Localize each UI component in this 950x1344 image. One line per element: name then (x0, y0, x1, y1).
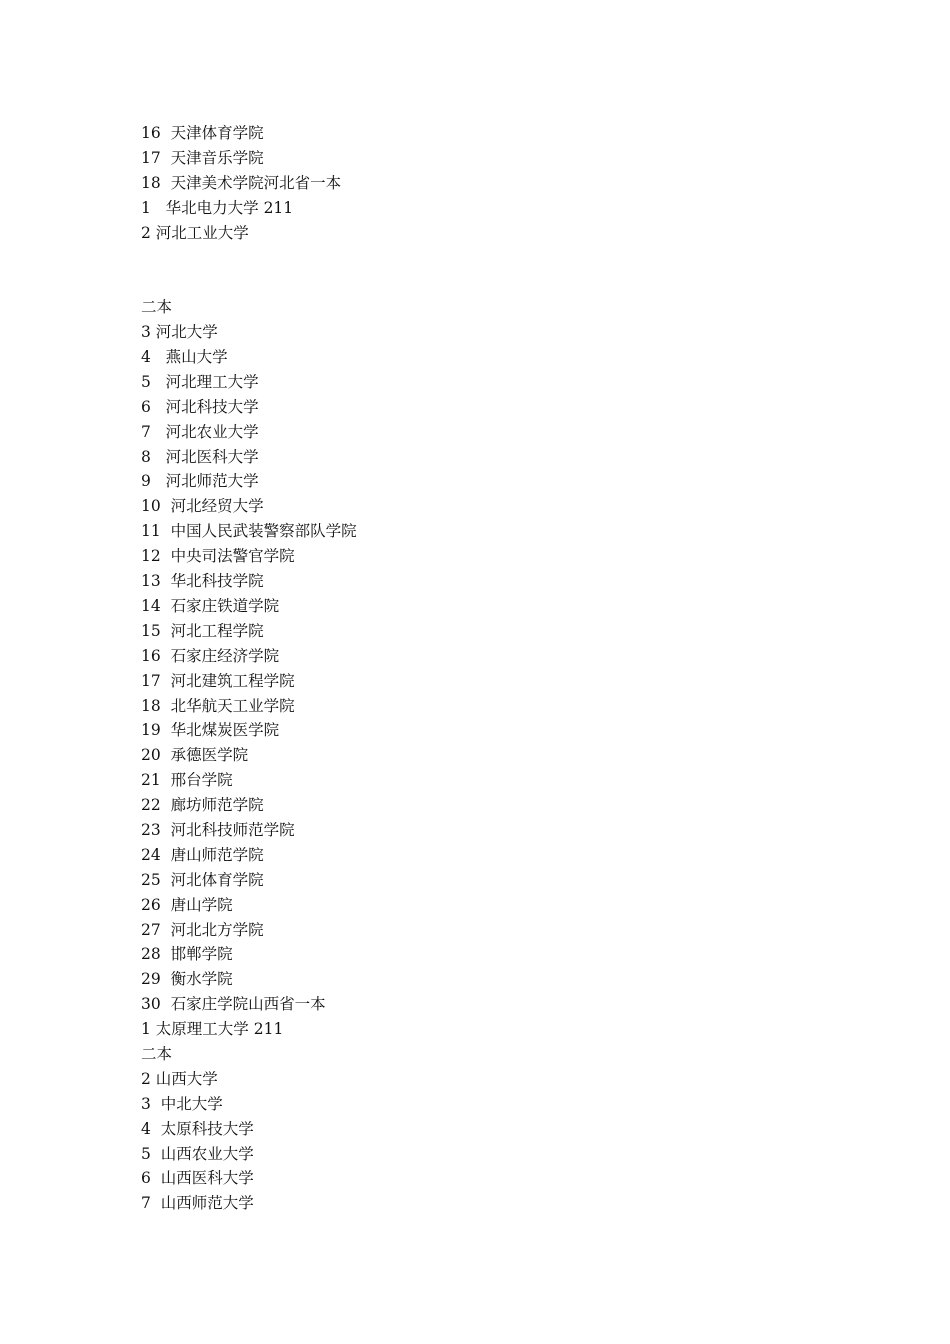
list-line: 16 石家庄经济学院 (141, 646, 280, 665)
list-line: 15 河北工程学院 (141, 621, 264, 640)
list-line: 24 唐山师范学院 (141, 845, 264, 864)
blank-line (141, 245, 357, 295)
list-line: 12 中央司法警官学院 (141, 547, 295, 566)
list-line: 13 华北科技学院 (141, 572, 264, 591)
list-line: 18 北华航天工业学院 (141, 696, 295, 715)
list-line: 17 河北建筑工程学院 (141, 671, 295, 690)
list-line: 二本 (141, 1044, 173, 1063)
list-line: 6 河北科技大学 (141, 397, 259, 416)
list-line: 22 廊坊师范学院 (141, 796, 264, 815)
list-line: 1 太原理工大学 211 (141, 1020, 284, 1039)
list-line: 26 唐山学院 (141, 895, 233, 914)
list-line: 25 河北体育学院 (141, 870, 264, 889)
list-line: 20 承德医学院 (141, 746, 249, 765)
list-line: 17 天津音乐学院 (141, 148, 264, 167)
list-line: 18 天津美术学院河北省一本 (141, 173, 342, 192)
list-line: 7 山西师范大学 (141, 1194, 254, 1213)
list-line: 29 衡水学院 (141, 970, 233, 989)
list-line: 2 山西大学 (141, 1069, 218, 1088)
list-line: 5 山西农业大学 (141, 1144, 254, 1163)
list-line: 3 河北大学 (141, 323, 218, 342)
list-line: 6 山西医科大学 (141, 1169, 254, 1188)
list-line: 7 河北农业大学 (141, 422, 259, 441)
list-line: 9 河北师范大学 (141, 472, 259, 491)
list-line: 3 中北大学 (141, 1094, 223, 1113)
list-line: 4 太原科技大学 (141, 1119, 254, 1138)
list-line: 5 河北理工大学 (141, 372, 259, 391)
list-line: 14 石家庄铁道学院 (141, 596, 280, 615)
list-line: 19 华北煤炭医学院 (141, 721, 280, 740)
list-line: 16 天津体育学院 (141, 124, 264, 142)
list-line: 10 河北经贸大学 (141, 497, 264, 516)
list-line: 27 河北北方学院 (141, 920, 264, 939)
list-line: 2 河北工业大学 (141, 223, 249, 242)
list-line: 30 石家庄学院山西省一本 (141, 995, 326, 1014)
list-line: 28 邯郸学院 (141, 945, 233, 964)
university-list (141, 121, 357, 1216)
list-line: 23 河北科技师范学院 (141, 820, 295, 839)
list-line: 二本 (141, 298, 173, 317)
list-line: 21 邢台学院 (141, 771, 233, 790)
list-line: 11 中国人民武装警察部队学院 (141, 522, 357, 541)
list-line: 4 燕山大学 (141, 348, 228, 367)
list-line: 1 华北电力大学 211 (141, 198, 294, 217)
list-line: 8 河北医科大学 (141, 447, 259, 466)
